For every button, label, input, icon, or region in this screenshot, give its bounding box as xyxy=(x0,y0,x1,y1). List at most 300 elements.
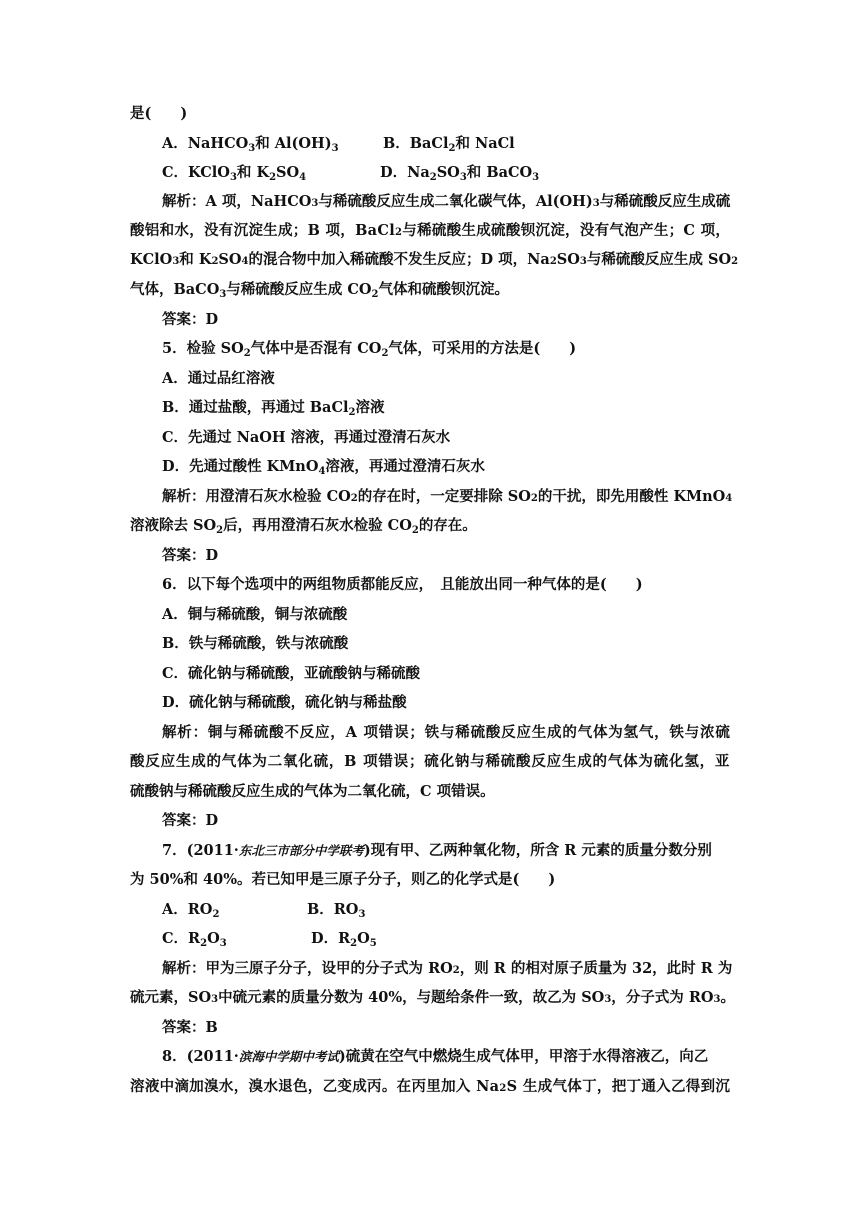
text-run: 子 xyxy=(379,960,394,977)
text-run: 酸 xyxy=(379,251,394,268)
text-run: 溶 xyxy=(130,1078,145,1095)
text-run: 碳 xyxy=(477,193,493,210)
text-run: n xyxy=(702,488,713,505)
text-run: O xyxy=(357,930,370,947)
text-run: 灰 xyxy=(263,488,278,505)
text-run: ， xyxy=(173,989,188,1006)
text-run: 乙 xyxy=(322,1078,338,1095)
q5-option-a: A．通过品红溶液 xyxy=(162,370,275,387)
text-run: 通 xyxy=(641,1078,656,1095)
subscript: 3 xyxy=(358,909,366,920)
text-run: O xyxy=(712,488,726,505)
text-run: 成 xyxy=(537,1078,553,1095)
text-run: O xyxy=(228,251,242,268)
text-run: 除 xyxy=(488,488,503,505)
q8-source: 滨海中学期中考试 xyxy=(238,1049,339,1064)
text-run: 分 xyxy=(319,989,335,1006)
text-run: 生 xyxy=(653,222,669,239)
text-run: 生 xyxy=(263,222,278,239)
text-run: 2 xyxy=(642,960,653,977)
text-run: 与 xyxy=(416,989,432,1006)
text-run: 生 xyxy=(673,251,689,268)
text-run: ， xyxy=(521,193,536,210)
text-run: 变 xyxy=(337,1078,352,1095)
text-run: 生 xyxy=(461,222,476,239)
text-run: ， xyxy=(233,1078,249,1095)
text-run: 发 xyxy=(408,251,423,268)
text-run: ， xyxy=(236,193,251,210)
text-run: 生 xyxy=(522,1078,538,1095)
text-run: 得 xyxy=(685,1078,701,1095)
text-run: 沉 xyxy=(535,222,550,239)
text-run: 到 xyxy=(700,1078,716,1095)
text-run: 钡 xyxy=(520,222,536,239)
text-run: 子 xyxy=(568,960,584,977)
text-run: 溴 xyxy=(204,1078,219,1095)
text-run: R xyxy=(688,989,701,1006)
text-run: 体 xyxy=(506,193,522,210)
text-run: a xyxy=(264,193,274,210)
text-run: 子 xyxy=(292,960,307,977)
text-run: 生 xyxy=(405,193,420,210)
text-run: H xyxy=(572,193,586,210)
subscript: 2 xyxy=(350,938,358,949)
text-run: N xyxy=(476,1078,490,1095)
q5-answer: 答案：D xyxy=(162,547,219,564)
text-run: 要 xyxy=(459,488,474,505)
text-run: 沉 xyxy=(715,1078,730,1095)
text-run: 液 xyxy=(144,1078,160,1095)
subscript: 4 xyxy=(318,466,326,477)
text-run: 退 xyxy=(278,1078,293,1095)
text-run: O xyxy=(559,193,573,210)
text-run: ， xyxy=(307,960,322,977)
text-run: 硫 xyxy=(628,193,644,210)
text-run: 的 xyxy=(350,960,365,977)
text-run: 硫 xyxy=(347,193,362,210)
text-run: O xyxy=(518,488,531,505)
text-run: 应 xyxy=(390,193,406,210)
text-run: 此 xyxy=(666,960,682,977)
text-run: 元 xyxy=(247,989,262,1006)
text-run: 解 xyxy=(162,960,177,977)
text-run: 和 xyxy=(179,251,194,268)
subscript: 2 xyxy=(200,938,208,949)
text-run: 成 xyxy=(277,222,293,239)
text-run: 析 xyxy=(176,960,191,977)
subscript: 2 xyxy=(411,525,419,536)
text-run: S xyxy=(707,251,719,268)
text-run: S xyxy=(218,251,229,268)
text-run: 稀 xyxy=(614,193,629,210)
text-run: 硫 xyxy=(615,251,631,268)
text-run: 不 xyxy=(393,251,409,268)
q6-analysis-line-1: 解 析 ： 铜 与 稀 硫 酸 不 反 应 ， A 项 错 误 ； 铁 与 稀 硫 酸 反 应 生 成 的 气 体 为 氢 气 ， 铁 与 浓 硫 xyxy=(162,724,730,741)
text-run: 甲 xyxy=(336,960,351,977)
text-run: A xyxy=(205,193,217,210)
text-run: 水 xyxy=(278,488,293,505)
q4-answer: 答案：D xyxy=(162,311,219,328)
q6-stem: 6．以下每个选项中的两组物质都能反应， 且能放出同一种气体的是( ) xyxy=(162,576,643,593)
text-run: ， xyxy=(512,251,528,268)
text-run: D．Na xyxy=(380,164,430,181)
text-run: 氧 xyxy=(448,193,464,210)
text-run: N xyxy=(250,193,265,210)
text-run: 澄 xyxy=(220,488,235,505)
text-run: 故 xyxy=(532,989,548,1006)
text-run: 物 xyxy=(292,251,307,268)
text-run: 酸 xyxy=(630,251,645,268)
text-run: 与稀硫酸反应生成 CO xyxy=(226,281,372,298)
text-run: ， xyxy=(581,488,596,505)
text-run: 中 xyxy=(306,251,322,268)
text-run: B．BaCl xyxy=(383,135,449,152)
subscript: 3 xyxy=(459,172,467,183)
text-run: 加 xyxy=(321,251,336,268)
text-run: K xyxy=(673,488,687,505)
text-run: 质 xyxy=(583,960,598,977)
text-run: ( xyxy=(552,193,560,210)
text-run: 滴 xyxy=(174,1078,189,1095)
text-run: 清 xyxy=(234,488,249,505)
text-run: 与 xyxy=(402,222,417,239)
subscript: 3 xyxy=(532,172,540,183)
text-run: ， xyxy=(518,989,533,1006)
text-run: O xyxy=(298,193,312,210)
text-run: R xyxy=(700,960,713,977)
text-run: C．KClO xyxy=(162,164,230,181)
text-run: ； xyxy=(668,222,684,239)
text-run: 的 xyxy=(537,488,553,505)
text-run: 入 xyxy=(656,1078,671,1095)
text-run: D xyxy=(480,251,494,268)
text-run: 化 xyxy=(463,193,478,210)
text-run: l xyxy=(389,222,395,239)
subscript: 2 xyxy=(381,348,389,359)
q6-option-d: D．硫化钠与稀硫酸，硫化钠与稀盐酸 xyxy=(162,694,407,711)
text-run: 淀 xyxy=(550,222,565,239)
text-run: 题 xyxy=(431,989,446,1006)
subscript: 3 xyxy=(219,938,227,949)
text-run: 分 xyxy=(278,960,293,977)
text-run: ， xyxy=(459,960,475,977)
text-run: 色 xyxy=(292,1078,308,1095)
q4-stem-end: 是( ) xyxy=(130,105,188,122)
text-run: 合 xyxy=(277,251,293,268)
text-run: 混 xyxy=(263,251,278,268)
text-run: 先 xyxy=(610,488,625,505)
q5-analysis-line-2 xyxy=(130,516,477,536)
q4-option-b xyxy=(383,134,515,154)
text-run: 检 xyxy=(292,488,307,505)
text-run: 干 xyxy=(552,488,567,505)
text-run: A．NaHCO xyxy=(162,135,249,152)
subscript: 2 xyxy=(348,407,356,418)
text-run: 素 xyxy=(261,989,277,1006)
text-run: 定 xyxy=(444,488,460,505)
q8-stem-line-1: 8．(2011·滨海中学期中考试)硫黄在空气中燃烧生成气体甲，甲溶于水得溶液乙，向乙 xyxy=(162,1048,709,1065)
text-run: O xyxy=(440,960,453,977)
q6-analysis-line-3: 硫酸钠与稀硫酸反应生成的气体为二氧化硫，C 项错误。 xyxy=(130,783,495,800)
text-run: a xyxy=(489,1078,500,1095)
text-run: C xyxy=(287,193,299,210)
text-run: 稀 xyxy=(332,193,348,210)
q4-analysis-line-2: 酸 铝 和 水 ， 没 有 沉 淀 生 成 ； B 项 ， B a C l 2 与 稀 硫 酸 生 成 硫 酸 钡 沉 淀 ， 没 有 气 泡 产 生 ； C 项 ， xyxy=(130,222,730,239)
text-run: 稀 xyxy=(350,251,365,268)
text-run: 丙 xyxy=(411,1078,426,1095)
text-run: 致 xyxy=(503,989,519,1006)
text-run: 稀 xyxy=(417,222,432,239)
text-run: 子 xyxy=(263,960,278,977)
q4-analysis-line-4 xyxy=(130,280,509,300)
text-run: 为 xyxy=(348,989,364,1006)
text-run: a xyxy=(367,222,378,239)
text-run: 在 xyxy=(386,488,402,505)
q5-analysis-line-1: 解 析 ： 用 澄 清 石 灰 水 检 验 C O 2 的 存 在 时 ， 一 定 要 排 除 S O 2 的 干 扰 ， 即 先 用 酸 性 K M n O 4 xyxy=(162,488,733,505)
text-run: 气 xyxy=(552,1078,567,1095)
text-run: 4 xyxy=(368,989,379,1006)
text-run: 式 xyxy=(654,989,670,1006)
text-run: 验 xyxy=(307,488,322,505)
text-run: 丁 xyxy=(626,1078,641,1095)
text-run: 淀 xyxy=(248,222,263,239)
text-run: 素 xyxy=(159,989,174,1006)
text-run: C．R xyxy=(162,930,201,947)
text-run: 把 xyxy=(611,1078,627,1095)
text-run: 对 xyxy=(539,960,555,977)
q5-stem xyxy=(162,339,576,359)
text-run: 则 xyxy=(474,960,489,977)
text-run: 项 xyxy=(700,222,716,239)
text-run: 乙 xyxy=(547,989,562,1006)
text-run: 中 xyxy=(218,989,233,1006)
text-run: 时 xyxy=(401,488,416,505)
text-run: 3 xyxy=(631,960,643,977)
text-run: 气体，可采用的方法是( ) xyxy=(388,340,577,357)
text-run: 给 xyxy=(445,989,461,1006)
q5-option-c: C．先通过 NaOH 溶液，再通过澄清石灰水 xyxy=(162,429,451,446)
text-run: ， xyxy=(611,989,626,1006)
text-run: 质 xyxy=(290,989,306,1006)
text-run: O xyxy=(198,989,212,1006)
text-run: ) xyxy=(585,193,593,210)
text-run: 气体，BaCO xyxy=(130,281,220,298)
text-run: ； xyxy=(466,251,481,268)
text-run: K xyxy=(198,251,212,268)
text-run: 入 xyxy=(455,1078,471,1095)
text-run: 加 xyxy=(189,1078,204,1095)
q8-stem-line-2: 溶 液 中 滴 加 溴 水 ， 溴 水 退 色 ， 乙 变 成 丙 。 在 丙 里 加 入 N a 2 S 生 成 气 体 丁 ， 把 丁 通 入 乙 得 到 沉 xyxy=(130,1078,730,1095)
text-run xyxy=(695,221,700,241)
text-run: 泡 xyxy=(624,222,639,239)
text-run: 的存在。 xyxy=(418,517,477,534)
text-run: 为 xyxy=(561,989,577,1006)
subscript: 4 xyxy=(299,172,307,183)
text-run: SO xyxy=(276,164,300,181)
text-run xyxy=(471,1077,476,1097)
text-run: 酸 xyxy=(446,222,462,239)
q4-option-d xyxy=(380,163,539,183)
text-run: 有 xyxy=(594,222,610,239)
text-run: B．通过盐酸，再通过 BaCl xyxy=(162,399,349,416)
text-run: 气体中是否混有 CO xyxy=(250,340,382,357)
text-run: S xyxy=(507,488,519,505)
text-run: 项 xyxy=(221,193,237,210)
text-run: 和 xyxy=(159,222,175,239)
q6-option-c: C．硫化钠与稀硫酸，亚硫酸钠与稀硫酸 xyxy=(162,665,421,682)
text-run: O xyxy=(591,989,605,1006)
text-run: 的 xyxy=(248,251,264,268)
text-run: 酸 xyxy=(361,193,377,210)
text-run: 成 xyxy=(476,222,491,239)
text-run: 沉 xyxy=(233,222,249,239)
text-run: 。 xyxy=(720,989,736,1006)
text-run: 分 xyxy=(625,989,641,1006)
text-run: 解 xyxy=(162,488,177,505)
q4-analysis-line-1: 解 析 ： A 项 ， N a H C O 3 与 稀 硫 酸 反 应 生 成 二 氧 化 碳 气 体 ， A l ( O H ) 3 与 稀 硫 酸 反 应 生 成 硫 xyxy=(162,193,731,210)
text-run: 硫 xyxy=(232,989,248,1006)
text-run: 与 xyxy=(599,193,615,210)
text-run: ， xyxy=(596,1078,612,1095)
text-run: 应 xyxy=(451,251,467,268)
text-run: 5．检验 SO xyxy=(162,340,244,357)
subscript: 2 xyxy=(269,172,277,183)
q4-option-c xyxy=(162,163,306,183)
subscript: 2 xyxy=(243,348,251,359)
text-run: 存 xyxy=(372,488,387,505)
text-run: 用 xyxy=(624,488,640,505)
text-run: 反 xyxy=(437,251,452,268)
text-run: 后，再用澄清石灰水检验 CO xyxy=(223,517,412,534)
text-run: C xyxy=(377,222,389,239)
text-run: ， xyxy=(189,222,204,239)
text-run xyxy=(320,221,325,241)
text-run: ， xyxy=(715,222,730,239)
text-run: B xyxy=(355,222,368,239)
text-run: 数 xyxy=(334,989,349,1006)
subscript: 2 xyxy=(448,143,456,154)
text-run: S xyxy=(506,1078,518,1095)
text-run: ， xyxy=(652,960,667,977)
q4-analysis-line-3: K C l O 3 和 K 2 S O 4 的 混 合 物 中 加 入 稀 硫 酸 不 发 生 反 应 ； D 项 ， N a 2 S O 3 与 稀 硫 酸 反 应 生 成 S O 2 xyxy=(130,251,739,268)
q5-option-b xyxy=(162,398,384,418)
q6-option-b: B．铁与稀硫酸，铁与浓硫酸 xyxy=(162,635,349,652)
text-run: 为 xyxy=(220,960,235,977)
text-run: 硫 xyxy=(715,193,731,210)
text-run: ： xyxy=(191,488,206,505)
subscript: 2 xyxy=(429,172,437,183)
text-run: 铝 xyxy=(144,222,160,239)
subscript: 3 xyxy=(229,172,237,183)
text-run: O xyxy=(718,251,732,268)
text-run: O xyxy=(567,251,580,268)
subscript: 2 xyxy=(212,909,220,920)
text-run: 相 xyxy=(525,960,540,977)
text-run: 和 Al(OH) xyxy=(255,135,332,152)
text-run: ， xyxy=(565,222,580,239)
text-run: 酸 xyxy=(643,193,658,210)
q7-source: 东北三市部分中学联考 xyxy=(238,843,364,858)
text-run: 酸 xyxy=(639,488,654,505)
q6-answer: 答案：D xyxy=(162,812,219,829)
q6-analysis-line-2: 酸 反 应 生 成 的 气 体 为 二 氧 化 硫 ， B 项 错 误 ； 硫 化 钠 与 稀 硫 酸 反 应 生 成 的 气 体 为 硫 化 氢 ， 亚 xyxy=(130,753,730,770)
text-run: ， xyxy=(415,488,431,505)
subscript: 2 xyxy=(216,525,224,536)
text-run: 入 xyxy=(335,251,351,268)
text-run: SO xyxy=(436,164,460,181)
text-run: l xyxy=(154,251,160,268)
text-run: 即 xyxy=(595,488,611,505)
text-run: O xyxy=(207,930,220,947)
text-run xyxy=(517,1077,522,1097)
q7-option-a xyxy=(162,900,219,920)
text-run: 与 xyxy=(586,251,602,268)
text-run: 析 xyxy=(176,488,191,505)
text-run: 二 xyxy=(434,193,449,210)
text-run: 成 xyxy=(419,193,435,210)
text-run: 产 xyxy=(639,222,654,239)
text-run: 硫 xyxy=(491,222,506,239)
text-run: O xyxy=(159,251,173,268)
text-run: l xyxy=(547,193,553,210)
text-run: 乙 xyxy=(670,1078,686,1095)
text-run: 反 xyxy=(644,251,660,268)
text-run: a xyxy=(540,251,550,268)
text-run: 气 xyxy=(492,193,507,210)
text-run: ： xyxy=(191,960,206,977)
text-run: 元 xyxy=(144,989,159,1006)
text-run: 的 xyxy=(510,960,526,977)
q5-option-d xyxy=(162,457,485,477)
text-run: 原 xyxy=(249,960,264,977)
text-run: 为 xyxy=(669,989,684,1006)
text-run: 和 NaCl xyxy=(455,135,515,152)
text-run: 0 xyxy=(378,989,389,1006)
text-run: 气 xyxy=(609,222,624,239)
text-run: 丙 xyxy=(367,1078,382,1095)
text-run: 溶液 xyxy=(355,399,385,416)
text-run: D．先通过酸性 KMnO xyxy=(162,458,319,475)
text-run: 排 xyxy=(473,488,489,505)
text-run: ， xyxy=(307,1078,323,1095)
subscript: 3 xyxy=(219,289,227,300)
text-run: A．RO xyxy=(162,901,213,918)
text-run: H xyxy=(273,193,288,210)
text-run: B xyxy=(307,222,320,239)
text-run: 硫 xyxy=(364,251,380,268)
text-run: 条 xyxy=(460,989,475,1006)
text-run: 中 xyxy=(159,1078,175,1095)
text-run: 的 xyxy=(357,488,373,505)
text-run: ， xyxy=(402,989,417,1006)
text-run: 生 xyxy=(422,251,438,268)
text-run: 硫 xyxy=(130,989,145,1006)
text-run: N xyxy=(527,251,541,268)
text-run: 析 xyxy=(176,193,191,210)
text-run: 没 xyxy=(579,222,595,239)
q7-option-c xyxy=(162,929,227,949)
text-run: 与 xyxy=(318,193,333,210)
text-run: % xyxy=(388,989,403,1006)
q7-stem-line-1: 7．(2011·东北三市部分中学联考)现有甲、乙两种氧化物，所含 R 元素的质量分数分别 xyxy=(162,842,712,859)
text-run: 的 xyxy=(276,989,291,1006)
text-run: C xyxy=(683,222,695,239)
text-run: 丁 xyxy=(582,1078,597,1095)
text-run: 体 xyxy=(567,1078,582,1095)
text-run: D．R xyxy=(311,930,351,947)
text-run: 成 xyxy=(688,251,703,268)
text-run: 为 xyxy=(408,960,423,977)
